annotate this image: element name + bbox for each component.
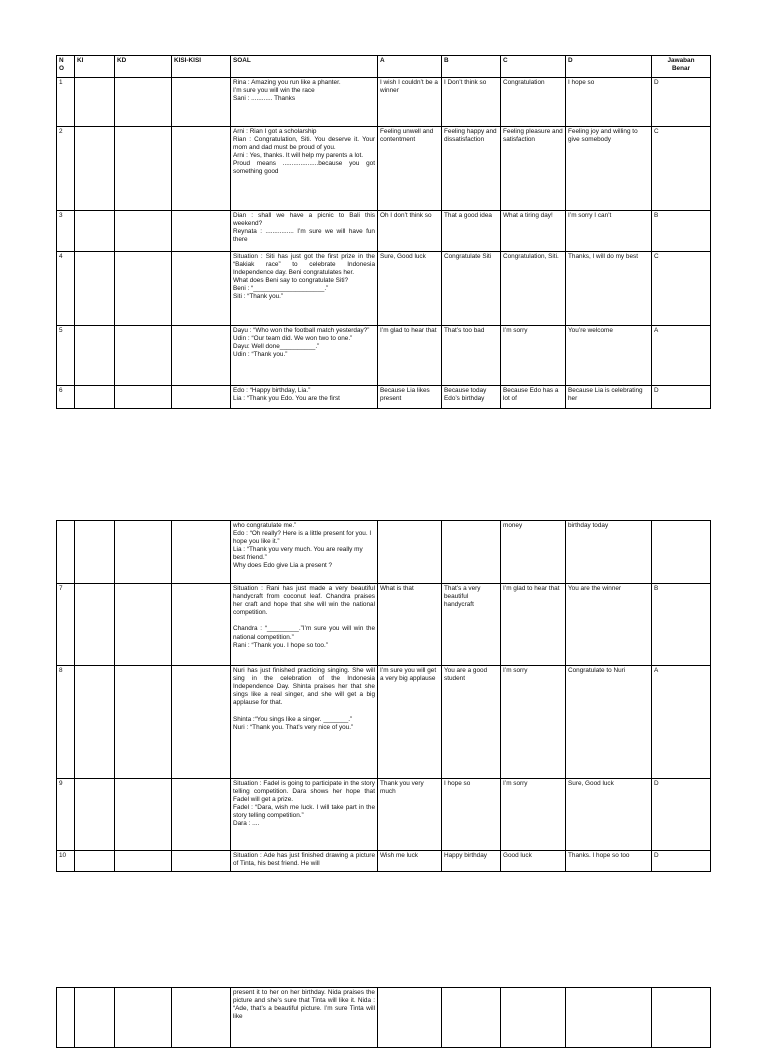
cell-ki [75, 584, 115, 666]
cell-c: money [501, 521, 566, 584]
cell-c: Good luck [501, 851, 566, 872]
cell-a: I’m sure you will get a very big applause [378, 666, 442, 779]
cell-soal: Nuri has just finished practicing singing. She will sing in the celebration of the Indonesia Independence Day. Shinta praises her that she sings like a real singer, and she will get a big applause for that. Shinta :“You sings like a singer. _______.” Nuri : “Thank you. That’s very nice of you.” [231, 666, 378, 779]
cell-answer: D [652, 851, 711, 872]
cell-answer: C [652, 252, 711, 326]
header-b: B [442, 56, 501, 78]
cell-a: Wish me luck [378, 851, 442, 872]
cell-kd [115, 851, 172, 872]
cell-kisi [172, 78, 231, 127]
cell-kisi [172, 988, 231, 1048]
cell-answer: A [652, 326, 711, 386]
cell-kisi [172, 252, 231, 326]
cell-ki [75, 851, 115, 872]
cell-b: That’s a very beautiful handycraft [442, 584, 501, 666]
cell-a: I’m glad to hear that [378, 326, 442, 386]
cell-soal: Edo : “Happy birthday, Lia.” Lia : “Thank you Edo. You are the first [231, 386, 378, 409]
table-row [57, 78, 711, 127]
cell-kd [115, 988, 172, 1048]
cell-b [442, 521, 501, 584]
cell-b: Feeling happy and dissatisfaction [442, 127, 501, 211]
cell-answer [652, 988, 711, 1048]
cell-a: I wish I couldn’t be a winner [378, 78, 442, 127]
cell-b: That’s too bad [442, 326, 501, 386]
cell-answer: D [652, 78, 711, 127]
table-page-2 [56, 520, 710, 872]
cell-d: You are the winner [566, 584, 652, 666]
cell-ki [75, 127, 115, 211]
header-soal: SOAL [231, 56, 378, 78]
cell-c: I’m sorry [501, 666, 566, 779]
cell-ki [75, 211, 115, 252]
cell-kd [115, 127, 172, 211]
cell-kd [115, 211, 172, 252]
cell-a: Because Lia likes present [378, 386, 442, 409]
cell-b [442, 988, 501, 1048]
question-table [56, 520, 711, 872]
cell-d: Feeling joy and willing to give somebody [566, 127, 652, 211]
cell-kd [115, 584, 172, 666]
cell-soal: Situation : Rani has just made a very beautiful handycraft from coconut leaf. Chandra praises her craft and hope that she will win the national competition. Chandra : “_________.”I’m sure you will win the national competition.” Rani : “Thank you. I hope so too.” [231, 584, 378, 666]
cell-no: 6 [57, 386, 75, 409]
header-ki: KI [75, 56, 115, 78]
cell-d: I hope so [566, 78, 652, 127]
cell-answer: D [652, 779, 711, 851]
cell-kd [115, 521, 172, 584]
cell-b: I Don’t think so [442, 78, 501, 127]
cell-ki [75, 78, 115, 127]
cell-c: I’m sorry [501, 779, 566, 851]
question-table [56, 987, 711, 1048]
cell-answer: A [652, 666, 711, 779]
cell-c: I’m sorry [501, 326, 566, 386]
cell-no: 2 [57, 127, 75, 211]
cell-d: Thanks. I hope so too [566, 851, 652, 872]
cell-ki [75, 779, 115, 851]
cell-kd [115, 779, 172, 851]
cell-b: Because today Edo’s birthday [442, 386, 501, 409]
cell-soal: Arni : Rian I got a scholarship Rian : Congratulation, Siti. You deserve it. Your mom and dad must be proud of you. Arni : Yes, thanks. It will help my parents a lot. Proud means ....................because you got something good [231, 127, 378, 211]
cell-kisi [172, 386, 231, 409]
table-row [57, 584, 711, 666]
table-row [57, 988, 711, 1048]
header-d: D [566, 56, 652, 78]
cell-no: 3 [57, 211, 75, 252]
table-row [57, 252, 711, 326]
cell-kisi [172, 666, 231, 779]
cell-d: Thanks, I will do my best [566, 252, 652, 326]
cell-c: I’m glad to hear that [501, 584, 566, 666]
cell-answer [652, 521, 711, 584]
cell-ki [75, 252, 115, 326]
cell-a: Oh I don’t think so [378, 211, 442, 252]
cell-no: 1 [57, 78, 75, 127]
header-a: A [378, 56, 442, 78]
cell-b: Happy birthday [442, 851, 501, 872]
cell-c: Congratulation [501, 78, 566, 127]
cell-d: I’m sorry I can’t [566, 211, 652, 252]
cell-no: 7 [57, 584, 75, 666]
cell-kd [115, 666, 172, 779]
cell-soal: who congratulate me.” Edo : “Oh really? Here is a little present for you. I hope you like it.” Lia : “Thank you very much. You are really my best friend.” Why does Edo give Lia a present ? [231, 521, 378, 584]
cell-no: 8 [57, 666, 75, 779]
header-kisi-kisi: KISI-KISI [172, 56, 231, 78]
cell-kisi [172, 851, 231, 872]
cell-d: birthday today [566, 521, 652, 584]
cell-d: Congratulate to Nuri [566, 666, 652, 779]
cell-kisi [172, 584, 231, 666]
cell-a: Thank you very much [378, 779, 442, 851]
cell-no: 4 [57, 252, 75, 326]
cell-kd [115, 326, 172, 386]
cell-no: 5 [57, 326, 75, 386]
cell-c: Congratulation, Siti. [501, 252, 566, 326]
cell-soal: Situation : Ade has just finished drawing a picture of Tinta, his best friend. He will [231, 851, 378, 872]
header-no: N O [57, 56, 75, 78]
cell-c [501, 988, 566, 1048]
header-kd: KD [115, 56, 172, 78]
cell-b: You are a good student [442, 666, 501, 779]
cell-no [57, 521, 75, 584]
table-row [57, 386, 711, 409]
cell-soal: Situation : Fadel is going to participate in the story telling competition. Dara shows her hope that Fadel will get a prize. Fadel : “Dara, wish me luck. I will take part in the story telling competition.” Dara : .... [231, 779, 378, 851]
cell-kd [115, 386, 172, 409]
table-page-3 [56, 987, 710, 1048]
cell-answer: D [652, 386, 711, 409]
cell-soal: Rina : Amazing you run like a phanter. I’m sure you will win the race Sani : ............ Thanks [231, 78, 378, 127]
cell-a: What is that [378, 584, 442, 666]
cell-soal: present it to her on her birthday. Nida praises the picture and she’s sure that Tinta will like it. Nida : “Ade, that’s a beautiful picture. I’m sure Tinta will like [231, 988, 378, 1048]
cell-d: Sure, Good luck [566, 779, 652, 851]
cell-no: 10 [57, 851, 75, 872]
cell-d: You’re welcome [566, 326, 652, 386]
cell-no: 9 [57, 779, 75, 851]
cell-kd [115, 78, 172, 127]
cell-kisi [172, 127, 231, 211]
table-row [57, 851, 711, 872]
cell-a: Sure, Good luck [378, 252, 442, 326]
cell-ki [75, 386, 115, 409]
cell-c: Feeling pleasure and satisfaction [501, 127, 566, 211]
cell-answer: C [652, 127, 711, 211]
cell-b: Congratulate Siti [442, 252, 501, 326]
cell-b: I hope so [442, 779, 501, 851]
cell-answer: B [652, 584, 711, 666]
cell-kisi [172, 521, 231, 584]
cell-a [378, 521, 442, 584]
cell-soal: Dayu : “Who won the football match yesterday?” Udin : “Our team did. We won two to one.” Dayu: Well done__________.” Udin : “Thank you.” [231, 326, 378, 386]
cell-c: Because Edo has a lot of [501, 386, 566, 409]
cell-ki [75, 988, 115, 1048]
cell-no [57, 988, 75, 1048]
header-c: C [501, 56, 566, 78]
table-row [57, 521, 711, 584]
cell-kisi [172, 211, 231, 252]
question-table [56, 55, 711, 409]
cell-a [378, 988, 442, 1048]
cell-d: Because Lia is celebrating her [566, 386, 652, 409]
cell-ki [75, 521, 115, 584]
cell-soal: Situation : Siti has just got the first prize in the “Bakiak race” to celebrate Indonesia Independence day. Beni congratulates her. What does Beni say to congratulate Siti? Beni : “____________________.” Siti : “Thank you.” [231, 252, 378, 326]
cell-ki [75, 326, 115, 386]
table-page-1 [56, 55, 710, 409]
header-jawaban-benar: Jawaban Benar [652, 56, 711, 78]
cell-soal: Dian : shall we have a picnic to Bali this weekend? Reynata : ................ I’m sure we will have fun there [231, 211, 378, 252]
table-row [57, 666, 711, 779]
cell-a: Feeling unwell and contentment [378, 127, 442, 211]
cell-answer: B [652, 211, 711, 252]
cell-c: What a tiring day! [501, 211, 566, 252]
cell-ki [75, 666, 115, 779]
cell-kisi [172, 779, 231, 851]
header-row [57, 56, 711, 78]
cell-kisi [172, 326, 231, 386]
cell-b: That a good idea [442, 211, 501, 252]
table-row [57, 326, 711, 386]
cell-kd [115, 252, 172, 326]
table-row [57, 779, 711, 851]
table-row [57, 127, 711, 211]
cell-d [566, 988, 652, 1048]
table-row [57, 211, 711, 252]
